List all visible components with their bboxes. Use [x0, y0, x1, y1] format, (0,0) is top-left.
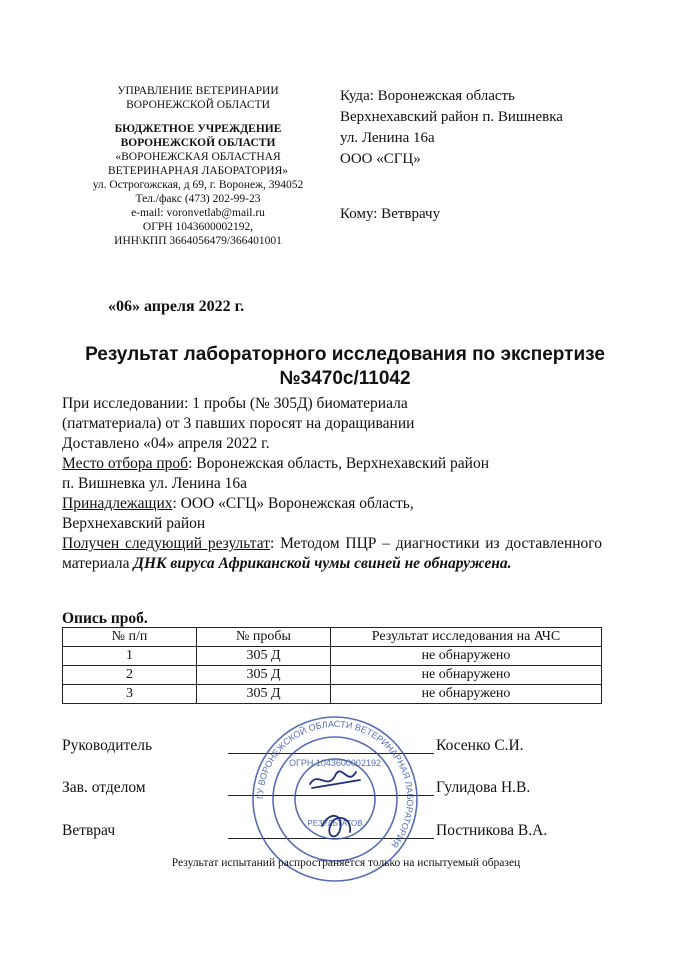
table-cell: 305 Д [197, 647, 331, 666]
sender-inn: ИНН\КПП 3664056479/366401001 [114, 235, 282, 247]
table-header-row [63, 628, 602, 647]
table-row [63, 685, 602, 704]
sender-email: e-mail: voronvetlab@mail.ru [131, 207, 265, 219]
recipient-line3: ул. Ленина 16а [340, 130, 435, 146]
body-result [62, 534, 602, 574]
recipient-line1: Куда: Воронежская область [340, 88, 515, 104]
sender-dept-line1: УПРАВЛЕНИЕ ВЕТЕРИНАРИИ [117, 85, 279, 97]
sender-org-line2: ВОРОНЕЖСКОЙ ОБЛАСТИ [120, 137, 276, 149]
table-cell: 305 Д [197, 666, 331, 685]
body-owner [62, 494, 602, 514]
signature-role-dept: Зав. отделом [62, 779, 146, 796]
result-label: Получен следующий результат [62, 535, 270, 552]
table-cell: не обнаружено [331, 647, 602, 666]
document-body [62, 394, 602, 574]
sender-phone: Тел./факс (473) 202-99-23 [135, 193, 261, 205]
table-cell: 305 Д [197, 685, 331, 704]
place-value: : Воронежская область, Верхнехавский район [188, 455, 490, 472]
sender-ogrn: ОГРН 1043600002192, [142, 221, 254, 233]
samples-table [62, 627, 602, 704]
table-header: № п/п [63, 628, 197, 647]
body-owner-cont: Верхнехавский район [62, 515, 206, 532]
title-number: №3470с/11042 [279, 368, 411, 389]
stamp-center-text: РЕЗУЛЬТАТОВ [307, 819, 363, 828]
table-cell: 2 [63, 666, 197, 685]
document-date: «06» апреля 2022 г. [108, 298, 245, 315]
sender-dept-line2: ВОРОНЕЖСКОЙ ОБЛАСТИ [126, 99, 270, 111]
title-line1: Результат лабораторного исследования по экспертизе [85, 344, 605, 365]
recipient-line2: Верхнехавский район п. Вишневка [340, 109, 563, 125]
recipient-block [340, 86, 563, 225]
signature-name-head: Косенко С.И. [436, 737, 524, 754]
signature-role-head: Руководитель [62, 737, 153, 754]
table-header: Результат исследования на АЧС [331, 628, 602, 647]
table-header: № пробы [197, 628, 331, 647]
sender-org-line4: ВЕТЕРИНАРНАЯ ЛАБОРАТОРИЯ» [107, 165, 289, 177]
sender-org-line3: «ВОРОНЕЖСКАЯ ОБЛАСТНАЯ [115, 151, 281, 163]
signature-name-dept: Гулидова Н.В. [436, 779, 531, 796]
owner-value: : ООО «СГЦ» Воронежская область, [172, 495, 414, 512]
result-conclusion: ДНК вируса Африканской чумы свиней не обнаружена. [133, 555, 512, 572]
document-footer-note: Результат испытаний распространяется только на испытуемый образец [171, 857, 521, 869]
body-delivered: Доставлено «04» апреля 2022 г. [62, 435, 270, 452]
result-value: : Методом ПЦР – диагностики из доставленного материала [62, 535, 603, 572]
samples-heading: Опись проб. [62, 610, 148, 627]
body-p1b: (патматериала) от 3 павших поросят на доращивании [62, 415, 415, 432]
table-cell: не обнаружено [331, 666, 602, 685]
sender-block [48, 84, 348, 248]
body-p1a: При исследовании: 1 пробы (№ 305Д) биоматериала [62, 395, 408, 412]
sender-org-line1: БЮДЖЕТНОЕ УЧРЕЖДЕНИЕ [114, 123, 282, 135]
recipient-to: Кому: Ветврачу [340, 206, 441, 222]
signature-role-vet: Ветврач [62, 822, 116, 839]
table-cell: не обнаружено [331, 685, 602, 704]
document-title [40, 343, 650, 391]
table-cell: 3 [63, 685, 197, 704]
stamp-inner-text: ОГРН 1043600002192 [289, 758, 381, 768]
body-place [62, 454, 602, 474]
table-row [63, 647, 602, 666]
sender-address: ул. Острогожская, д 69, г. Воронеж, 394052 [92, 179, 304, 191]
recipient-line4: ООО «СГЦ» [340, 151, 421, 167]
table-row [63, 666, 602, 685]
stamp-ring-text: ГУ ВОРОНЕЖСКОЙ ОБЛАСТИ ВЕТЕРИНАРНАЯ ЛАБОРАТОРИЯ [254, 718, 416, 850]
body-place-cont: п. Вишневка ул. Ленина 16а [62, 475, 248, 492]
signature-name-vet: Постникова В.А. [436, 822, 548, 839]
place-label: Место отбора проб [62, 455, 189, 472]
table-cell: 1 [63, 647, 197, 666]
owner-label: Принадлежащих [62, 495, 173, 512]
